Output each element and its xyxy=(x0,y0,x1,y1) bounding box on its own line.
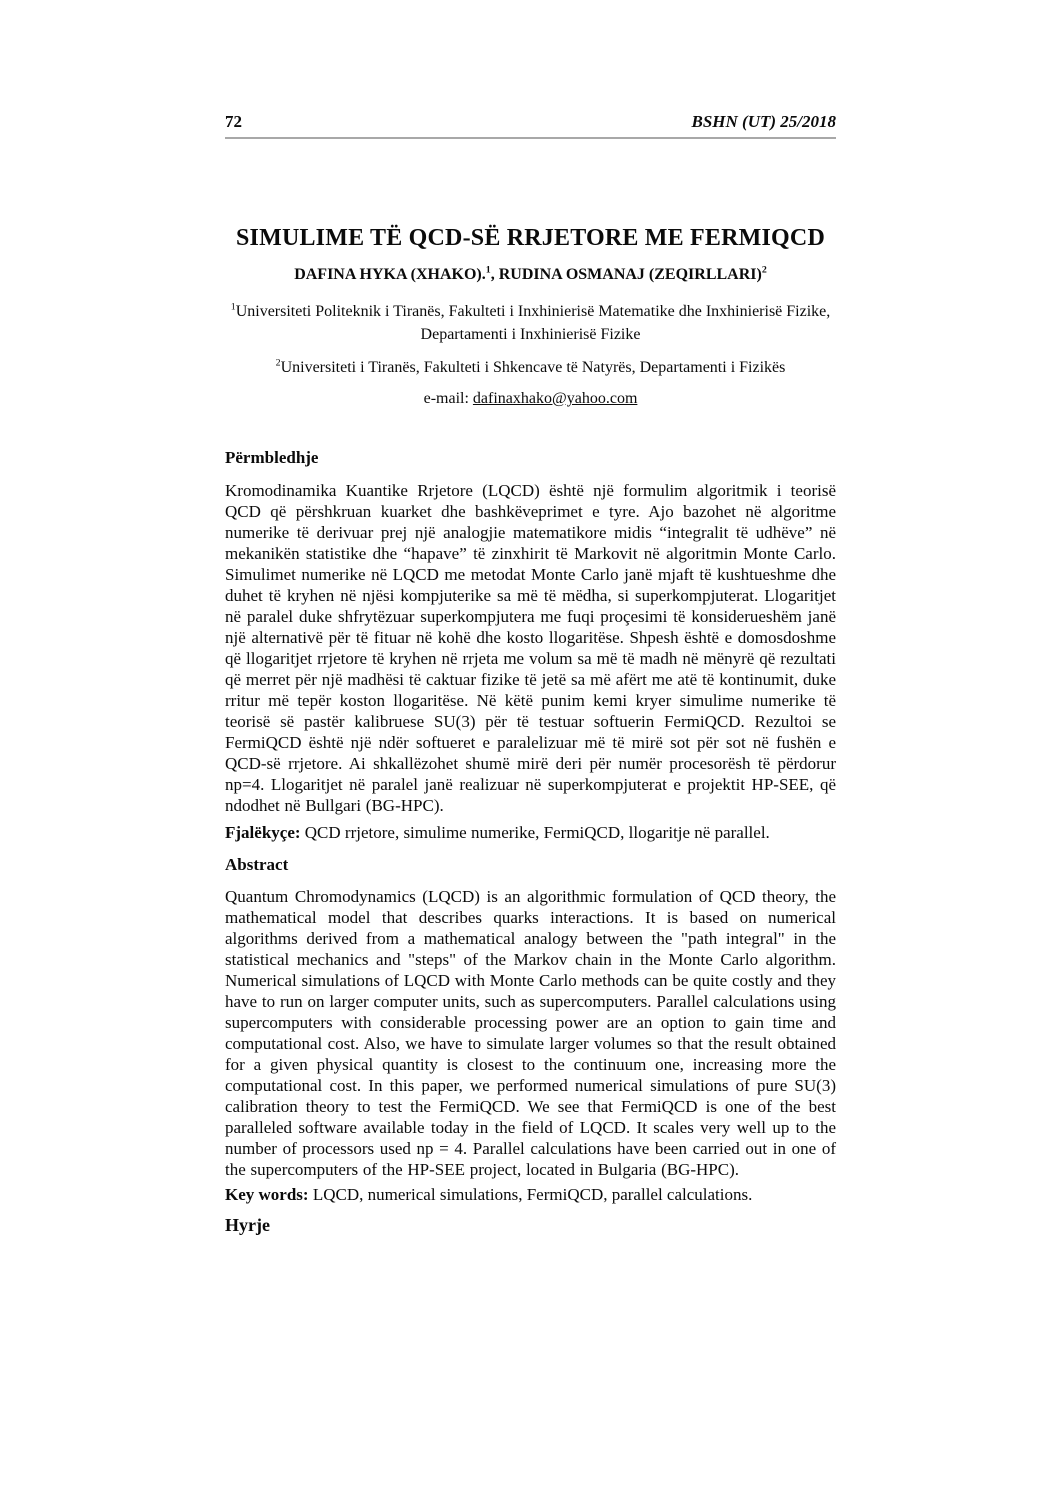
fjalekyce-line xyxy=(225,822,836,844)
journal-reference: BSHN (UT) 25/2018 xyxy=(691,112,836,131)
authors-separator: , xyxy=(490,266,499,283)
section-heading-abstract: Abstract xyxy=(225,855,289,874)
permbledhje-body: Kromodinamika Kuantike Rrjetore (LQCD) është një formulim algoritmik i teorisë QCD që përshkruan kuarket dhe bashkëveprimet e tyre. Ajo bazohet në algoritme numerike të derivuar prej një analogjie matematikore midis “integralit të udhëve” në mekanikën statistike dhe “hapave” të zinxhirit të Markovit në algoritmin Monte Carlo. Simulimet numerike në LQCD me metodat Monte Carlo janë mjaft të kushtueshme dhe duhet të kryhen në njësi kompjuterike sa më të mëdha, si superkompjuterat. Llogaritjet në paralel duke shfrytëzuar superkompjutera me fuqi proçesimi të konsiderueshëm janë një alternativë për të fituar në kohë dhe kosto llogaritëse. Shpesh është e domosdoshme që llogaritjet rrjetore të kryhen në rrjeta me volum sa më të madh në mënyrë që rezultati që merret për një madhësi të caktuar fizike të jetë sa më afërt me atë të kontinumit, duke rritur më tepër koston llogaritëse. Në këtë punim kemi kryer simulime numerike të teorisë së pastër kalibruese SU(3) për të testuar softuerin FermiQCD. Rezultoi se FermiQCD është një ndër softueret e paralelizuar më të mirë sot për sot në fushën e QCD-së rrjetore. Ai shkallëzohet shumë mirë deri për numër procesorësh të përdorur np=4. Llogaritjet në paralel janë realizuar në superkompjuterat e projektit HP-SEE, që ndodhet në Bullgari (BG-HPC). xyxy=(225,481,836,815)
email-label: e-mail: xyxy=(423,390,473,407)
keywords-text: LQCD, numerical simulations, FermiQCD, parallel calculations. xyxy=(308,1185,753,1204)
page-header xyxy=(225,112,836,132)
affiliation-2 xyxy=(225,356,836,379)
email-link[interactable]: dafinaxhako@yahoo.com xyxy=(472,390,638,407)
affiliation-2-mark: 2 xyxy=(275,357,281,369)
paper-page xyxy=(225,0,836,1236)
author-1-affiliation-mark: 1 xyxy=(485,264,491,276)
section-heading-permbledhje: Përmbledhje xyxy=(225,448,319,467)
author-2-affiliation-mark: 2 xyxy=(761,264,767,276)
keywords-line xyxy=(225,1184,836,1206)
affiliation-2-text: Universiteti i Tiranës, Fakulteti i Shkencave të Natyrës, Departamenti i Fizikës xyxy=(280,359,786,376)
author-2: RUDINA OSMANAJ (ZEQIRLLARI) xyxy=(498,266,762,283)
article-title: SIMULIME TË QCD-SË RRJETORE ME FERMIQCD xyxy=(236,225,825,251)
author-1: DAFINA HYKA (XHAKO). xyxy=(294,266,486,283)
page-number: 72 xyxy=(225,112,242,131)
keywords-label: Key words: xyxy=(225,1185,309,1204)
email-line xyxy=(225,387,836,410)
section-heading-hyrje: Hyrje xyxy=(225,1215,270,1235)
affiliation-1 xyxy=(225,300,836,346)
fjalekyce-label: Fjalëkyçe: xyxy=(225,823,301,842)
fjalekyce-text: QCD rrjetore, simulime numerike, FermiQCD, llogaritje në parallel. xyxy=(300,823,770,842)
authors-line xyxy=(225,265,836,285)
abstract-body: Quantum Chromodynamics (LQCD) is an algorithmic formulation of QCD theory, the mathematical model that describes quarks interactions. It is based on numerical algorithms derived from a mathematical analogy between the "path integral" in the statistical mechanics and "steps" of the Markov chain in the Monte Carlo algorithm. Numerical simulations of LQCD with Monte Carlo methods can be quite costly and they have to run on larger computer units, such as supercomputers. Parallel calculations using supercomputers with considerable processing power are an option to gain time and computational cost. Also, we have to simulate larger volumes so that the result obtained for a given physical quantity is closest to the continuum one, increasing more the computational cost. In this paper, we performed numerical simulations of pure SU(3) calibration theory to test the FermiQCD. We see that FermiQCD is one of the best paralleled software available today in the field of LQCD. It scales very well up to the number of processors used np = 4. Parallel calculations have been carried out in one of the supercomputers of the HP-SEE project, located in Bulgaria (BG-HPC). xyxy=(225,887,836,1179)
affiliation-1-mark: 1 xyxy=(230,301,236,313)
affiliation-1-text: Universiteti Politeknik i Tiranës, Fakulteti i Inxhinierisë Matematike dhe Inxhinierisë Fizike, Departamenti i Inxhinierisë Fizike xyxy=(235,303,831,343)
header-rule xyxy=(225,137,836,139)
